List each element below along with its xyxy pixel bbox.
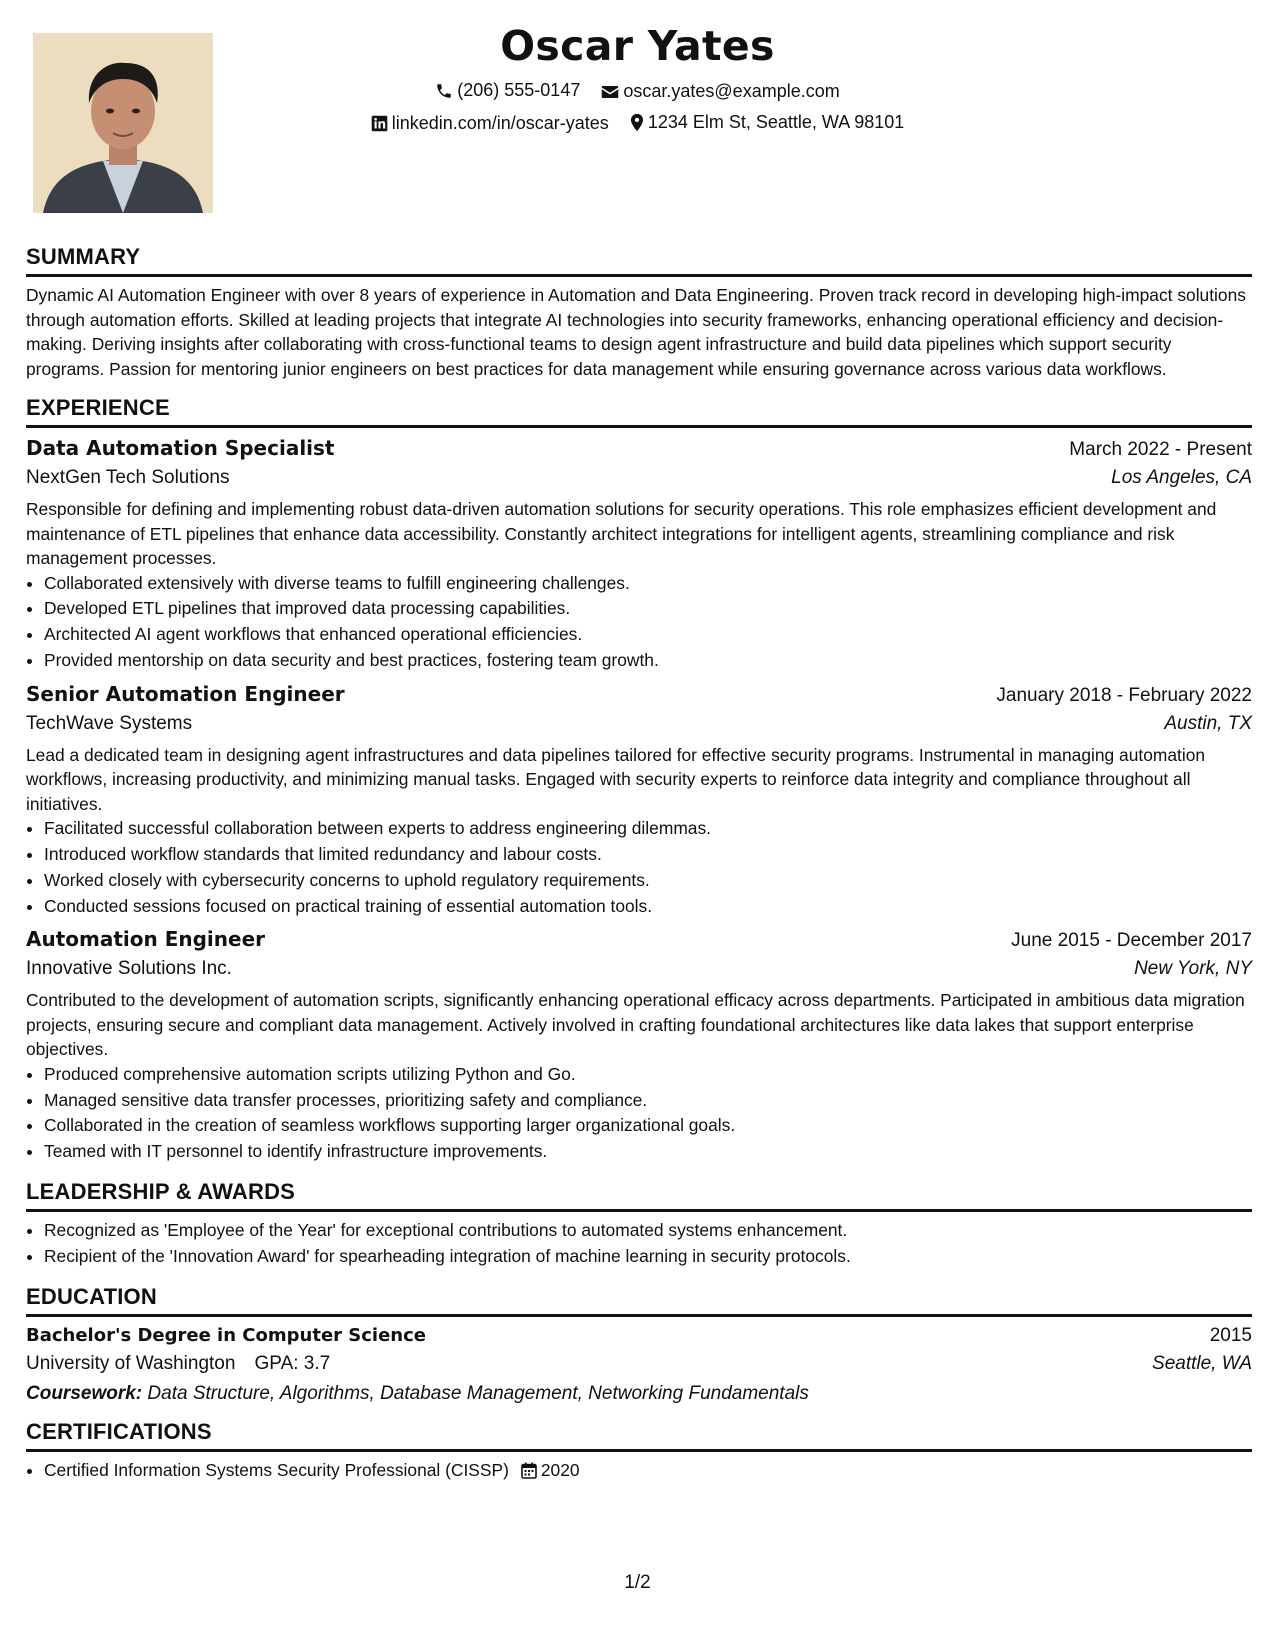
job-entry (26, 927, 1252, 1165)
phone-icon (435, 82, 453, 100)
job-bullet: • Facilitated successful collaboration between experts to address engineering dilemmas. (44, 816, 1252, 842)
job-entry (26, 682, 1252, 920)
job-bullet: • Architected AI agent workflows that enhanced operational efficiencies. (44, 622, 1252, 648)
coursework-label: Coursework: (26, 1382, 143, 1404)
job-dates: June 2015 - December 2017 (1011, 930, 1252, 952)
job-company: Innovative Solutions Inc. (26, 958, 232, 980)
address-text: 1234 Elm St, Seattle, WA 98101 (647, 112, 905, 132)
job-location: Los Angeles, CA (1111, 467, 1252, 488)
page-number: 1/2 (624, 1572, 651, 1593)
job-dates: March 2022 - Present (1069, 439, 1252, 460)
candidate-name: Oscar Yates (500, 22, 775, 70)
leadership-bullets (26, 1218, 1252, 1270)
job-entry (26, 436, 1252, 674)
school-name: University of Washington (26, 1352, 236, 1374)
experience-heading: EXPERIENCE (26, 395, 1252, 428)
phone-item[interactable] (435, 80, 580, 101)
certification-year: 2020 (540, 1459, 580, 1480)
job-bullets (26, 1062, 1252, 1165)
leadership-section (26, 1179, 1252, 1270)
job-title: Senior Automation Engineer (26, 681, 345, 706)
job-dates: January 2018 - February 2022 (996, 684, 1252, 706)
calendar-icon (521, 1462, 537, 1479)
job-bullet: • Worked closely with cybersecurity concerns to uphold regulatory requirements. (44, 868, 1252, 894)
job-description: Contributed to the development of automation scripts, significantly enhancing operational efficacy across departments. Participated in ambitious data migration projects, ensuring secure and compliant data management. Actively involved in crafting foundational architectures like data lakes that support enterprise objectives. (26, 990, 1245, 1060)
linkedin-item[interactable] (371, 113, 609, 134)
linkedin-icon (371, 115, 388, 132)
certifications-list (26, 1458, 1252, 1484)
award-item: • Recognized as 'Employee of the Year' for exceptional contributions to automated systems enhancement. (44, 1218, 1252, 1244)
experience-section (26, 395, 1252, 1165)
job-location: Austin, TX (1164, 712, 1252, 734)
summary-section (26, 244, 1252, 381)
school-location: Seattle, WA (1152, 1352, 1252, 1374)
contact-row-secondary (0, 112, 1275, 137)
summary-text: Dynamic AI Automation Engineer with over 8 years of experience in Automation and Data Engineering. Proven track record in developing high-impact solutions through automation efforts. Skilled at leading projects that integrate AI technologies into security frameworks, enhancing operational efficiency and decision-making. Deriving insights after collaborating with cross-functional teams to design agent infrastructure and build data pipelines which support security programs. Passion for mentoring junior engineers on best practices for data management while ensuring governance across various data workflows. (26, 285, 1246, 379)
job-location: New York, NY (1134, 958, 1252, 980)
degree-title: Bachelor's Degree in Computer Science (26, 1324, 426, 1346)
map-pin-icon (630, 113, 644, 132)
phone-text: (206) 555-0147 (457, 80, 581, 100)
job-bullet: • Introduced workflow standards that limited redundancy and labour costs. (44, 842, 1252, 868)
job-title: Automation Engineer (26, 927, 266, 952)
education-section (26, 1284, 1252, 1405)
linkedin-text: linkedin.com/in/oscar-yates (391, 113, 609, 133)
contact-row-primary (0, 80, 1275, 105)
job-bullets (26, 571, 1252, 674)
education-heading: EDUCATION (26, 1284, 1252, 1317)
job-bullet: • Produced comprehensive automation scripts utilizing Python and Go. (44, 1062, 1252, 1088)
certification-name: • Certified Information Systems Security Professional (CISSP) (44, 1459, 509, 1480)
job-company: NextGen Tech Solutions (26, 467, 230, 488)
email-text: oscar.yates@example.com (623, 81, 840, 101)
job-bullet: • Managed sensitive data transfer processes, prioritizing safety and compliance. (44, 1088, 1252, 1114)
job-bullet: • Provided mentorship on data security and best practices, fostering team growth. (44, 648, 1252, 674)
job-bullet: • Conducted sessions focused on practical training of essential automation tools. (44, 894, 1252, 920)
certification-item (44, 1458, 1252, 1484)
job-bullet: • Collaborated in the creation of seamless workflows supporting larger organizational goals. (44, 1113, 1252, 1139)
certifications-section (26, 1419, 1252, 1484)
job-bullet: • Collaborated extensively with diverse teams to fulfill engineering challenges. (44, 571, 1252, 597)
award-item: • Recipient of the 'Innovation Award' for spearheading integration of machine learning in security protocols. (44, 1244, 1252, 1270)
resume-content (26, 244, 1252, 1497)
job-company: TechWave Systems (26, 712, 193, 734)
leadership-heading: LEADERSHIP & AWARDS (26, 1179, 1252, 1212)
job-bullets (26, 816, 1252, 919)
job-title: Data Automation Specialist (26, 436, 335, 460)
email-item[interactable] (601, 81, 839, 102)
certifications-heading: CERTIFICATIONS (26, 1419, 1252, 1452)
envelope-icon (601, 84, 619, 100)
job-description: Lead a dedicated team in designing agent infrastructures and data pipelines tailored for effective security programs. Instrumental in managing automation workflows, increasing productivity, and minimizing manual tasks. Engaged with security experts to reinforce data integrity and compliance throughout all initiatives. (26, 744, 1206, 814)
coursework-line (26, 1383, 1252, 1405)
job-bullet: • Teamed with IT personnel to identify infrastructure improvements. (44, 1139, 1252, 1165)
gpa-text: GPA: 3.7 (254, 1352, 331, 1374)
job-bullet: • Developed ETL pipelines that improved data processing capabilities. (44, 596, 1252, 622)
degree-year: 2015 (1209, 1324, 1252, 1346)
address-item (630, 112, 904, 133)
job-description: Responsible for defining and implementing robust data-driven automation solutions for security operations. This role emphasizes efficient development and maintenance of ETL pipelines that enhance data accessibility. Constantly architect integrations for intelligent agents, streamlining compliance and risk management processes. (26, 499, 1217, 568)
summary-heading: SUMMARY (26, 244, 1252, 277)
coursework-text: Data Structure, Algorithms, Database Management, Networking Fundamentals (147, 1382, 809, 1404)
